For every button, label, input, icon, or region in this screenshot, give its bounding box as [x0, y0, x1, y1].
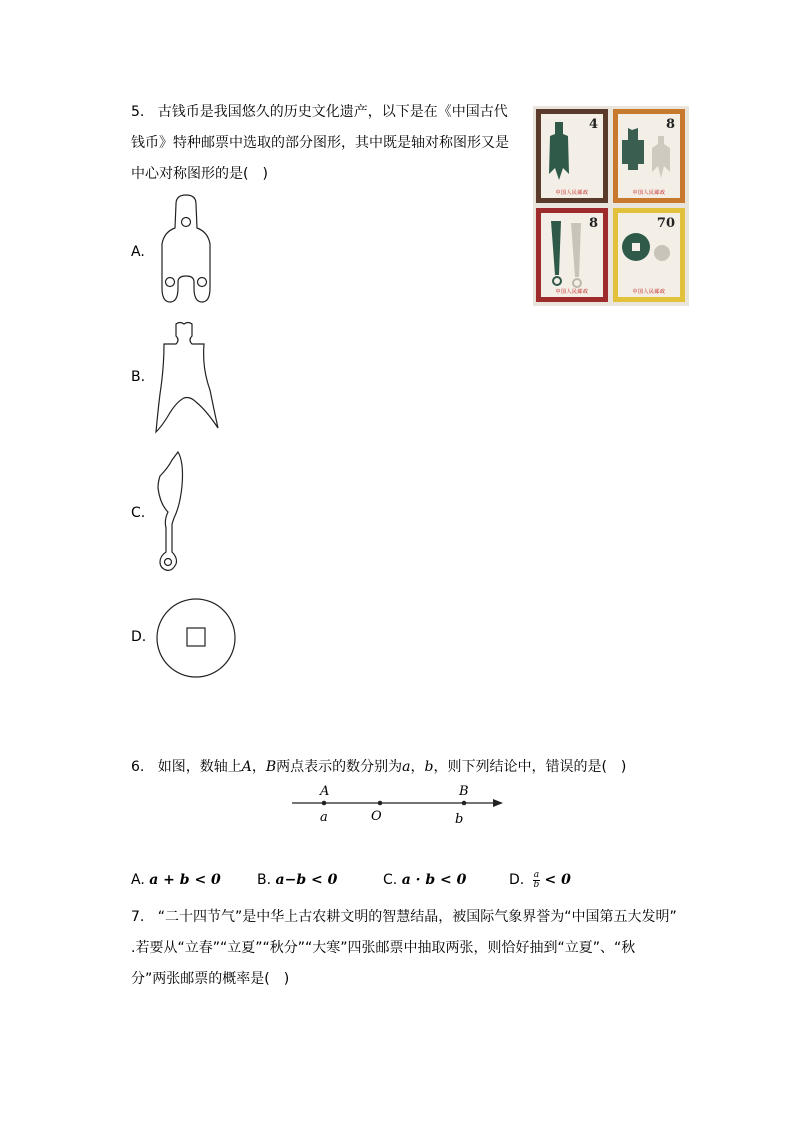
stamp-4-caption: 中国人民邮政	[632, 289, 666, 295]
q6-option-c	[383, 870, 466, 890]
stamp-4	[613, 208, 685, 302]
q7-number: 7.	[131, 909, 145, 925]
q6-option-c-expr: a · b < 0	[401, 872, 467, 888]
stamp-2	[613, 109, 685, 203]
q6-comma-2: ，	[410, 759, 425, 775]
q5-option-a-label: A.	[131, 244, 145, 260]
q6-comma: ，	[251, 759, 266, 775]
value-b-label: b	[455, 812, 464, 827]
q6-option-d-label: D.	[509, 872, 525, 888]
q5-option-d-label: D.	[131, 629, 147, 645]
coin-shape-d	[152, 596, 240, 682]
q6-option-d-rest: < 0	[544, 872, 571, 888]
q6-var-A: A	[241, 759, 252, 775]
q6-stem	[131, 757, 626, 777]
stamp-1-caption: 中国人民邮政	[555, 190, 589, 196]
q6-option-b-expr: a−b < 0	[275, 872, 338, 888]
coin-shape-b	[150, 318, 222, 436]
q7-text-2: .若要从“立春”“立夏”“秋分”“大寒”四张邮票中抽取两张，则恰好抽到“立夏”、“秋	[131, 940, 636, 956]
q6-text-post: ，则下列结论中，错误的是( )	[433, 759, 627, 775]
q6-option-c-label: C.	[383, 872, 398, 888]
q6-option-a	[131, 870, 221, 890]
q5-line-1	[131, 102, 508, 122]
stamp-1	[536, 109, 608, 203]
q6-number: 6.	[131, 759, 145, 775]
stamp-1-value: 4	[588, 117, 598, 132]
q6-option-a-expr: a + b < 0	[149, 872, 221, 888]
q6-option-b-label: B.	[257, 872, 272, 888]
coin-stamps-image	[533, 106, 689, 306]
stamp-3	[536, 208, 608, 302]
stamp-2-caption: 中国人民邮政	[632, 190, 666, 196]
q6-var-a: a	[402, 759, 411, 775]
q6-option-d	[509, 870, 571, 890]
q6-option-b	[257, 870, 337, 890]
stamp-2-value: 8	[665, 117, 675, 132]
coin-shape-c	[150, 446, 200, 576]
q6-var-B: B	[265, 759, 277, 775]
q7-text-3: 分”两张邮票的概率是( )	[131, 971, 290, 987]
point-A-label: A	[320, 784, 330, 799]
number-line	[285, 780, 515, 830]
q7-line-1	[131, 907, 677, 927]
origin-O-label: O	[371, 809, 382, 824]
fraction-numerator: a	[533, 869, 540, 880]
q7-text-1: “二十四节气”是中华上古农耕文明的智慧结晶，被国际气象界誉为“中国第五大发明”	[157, 909, 677, 925]
fraction-denominator: b	[533, 879, 540, 890]
point-B-label: B	[459, 784, 469, 799]
q5-option-c-label: C.	[131, 505, 146, 521]
stamp-4-value: 70	[656, 216, 675, 231]
q6-option-a-label: A.	[131, 872, 145, 888]
q6-option-d-fraction	[533, 871, 540, 890]
q5-number: 5.	[131, 104, 145, 120]
q5-text-1: 古钱币是我国悠久的历史文化遗产，以下是在《中国古代	[157, 104, 508, 120]
q6-text-pre: 如图，数轴上	[157, 759, 242, 775]
q5-text-3: 中心对称图形的是( )	[131, 166, 268, 182]
stamp-3-value: 8	[588, 216, 598, 231]
q6-text-mid: 两点表示的数分别为	[276, 759, 403, 775]
q6-var-b: b	[424, 759, 434, 775]
q5-text-2: 钱币》特种邮票中选取的部分图形，其中既是轴对称图形又是	[131, 135, 509, 151]
value-a-label: a	[320, 810, 328, 825]
q5-option-b-label: B.	[131, 369, 146, 385]
coin-shape-a	[150, 192, 222, 318]
stamp-3-caption: 中国人民邮政	[555, 289, 589, 295]
